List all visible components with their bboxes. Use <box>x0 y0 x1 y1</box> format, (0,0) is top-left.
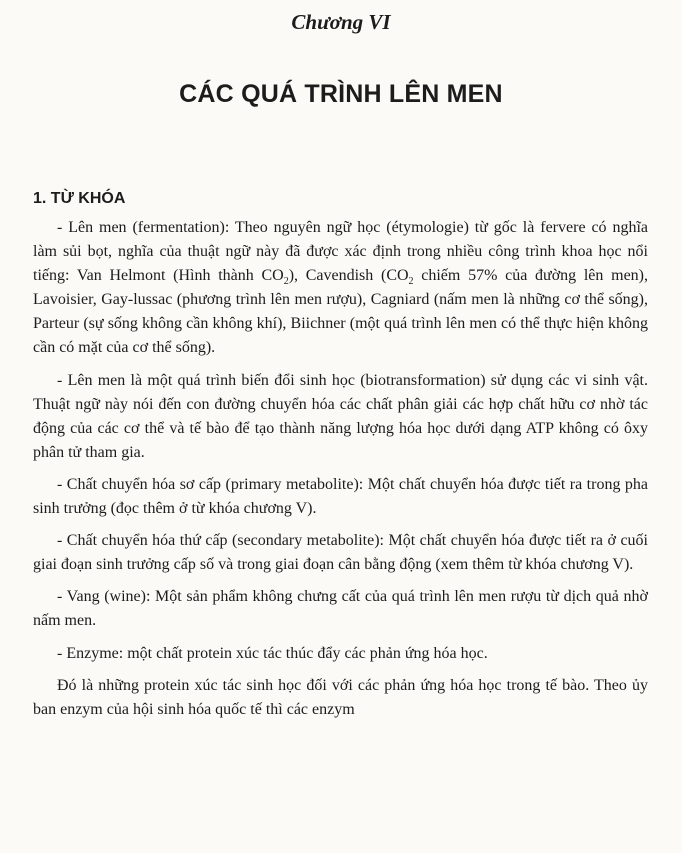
paragraph-biotransformation: - Lên men là một quá trình biến đổi sinh học (biotransformation) sử dụng các vi sinh vật. Thuật ngữ này nói đến con đường chuyển hóa các chất phân giải các hợp chất hữu cơ nhờ tác động của các cơ thể và tế bào để tạo thành năng lượng hóa học dưới dạng ATP không có ôxy phân tử tham gia. <box>33 371 648 461</box>
chapter-title: CÁC QUÁ TRÌNH LÊN MEN <box>179 80 503 108</box>
paragraph-primary-metabolite: - Chất chuyển hóa sơ cấp (primary metabolite): Một chất chuyển hóa được tiết ra trong pha sinh trưởng (đọc thêm ở từ khóa chương V). <box>33 475 648 518</box>
paragraph-enzyme-detail: Đó là những protein xúc tác sinh học đối với các phản ứng hóa học trong tế bào. Theo ủy ban enzym của hội sinh hóa quốc tế thì các enzym <box>33 676 648 718</box>
chapter-number: Chương VI <box>291 10 391 34</box>
text-run: chiếm 57% của đường lên men), Lavoisier, Gay-lussac (phương trình lên men rượu), Cagniard (nấm men là những cơ thể sống), Parteur (sự sống không cần không khí), Biichner (một quá trình lên men có thể thực hiện không cần có mặt của cơ thể sống). <box>33 267 648 357</box>
paragraph-fermentation <box>33 216 648 361</box>
section-heading: 1. TỪ KHÓA <box>33 190 126 207</box>
paragraph-enzyme: - Enzyme: một chất protein xúc tác thúc đẩy các phản ứng hóa học. <box>57 644 488 662</box>
text-run: - Lên men (fermentation): Theo nguyên ngữ học (étymologie) từ gốc là fervere có nghĩa làm sủi bọt, nghĩa của thuật ngữ này đã được xác định trong nhiều công trình khoa học nổi tiếng: Van Helmont (Hình thành CO <box>33 219 648 285</box>
body-text <box>33 216 648 730</box>
text-run: ), Cavendish (CO <box>288 267 409 285</box>
subscript: 2 <box>283 276 289 288</box>
paragraph-wine: - Vang (wine): Một sản phẩm không chưng cất của quá trình lên men rượu từ dịch quả nhờ nấm men. <box>33 588 648 630</box>
subscript: 2 <box>408 276 414 288</box>
paragraph-secondary-metabolite: - Chất chuyển hóa thứ cấp (secondary metabolite): Một chất chuyển hóa được tiết ra ở cuối giai đoạn sinh trưởng cấp số và trong giai đoạn cân bằng động (xem thêm từ khóa chương V). <box>33 532 648 574</box>
